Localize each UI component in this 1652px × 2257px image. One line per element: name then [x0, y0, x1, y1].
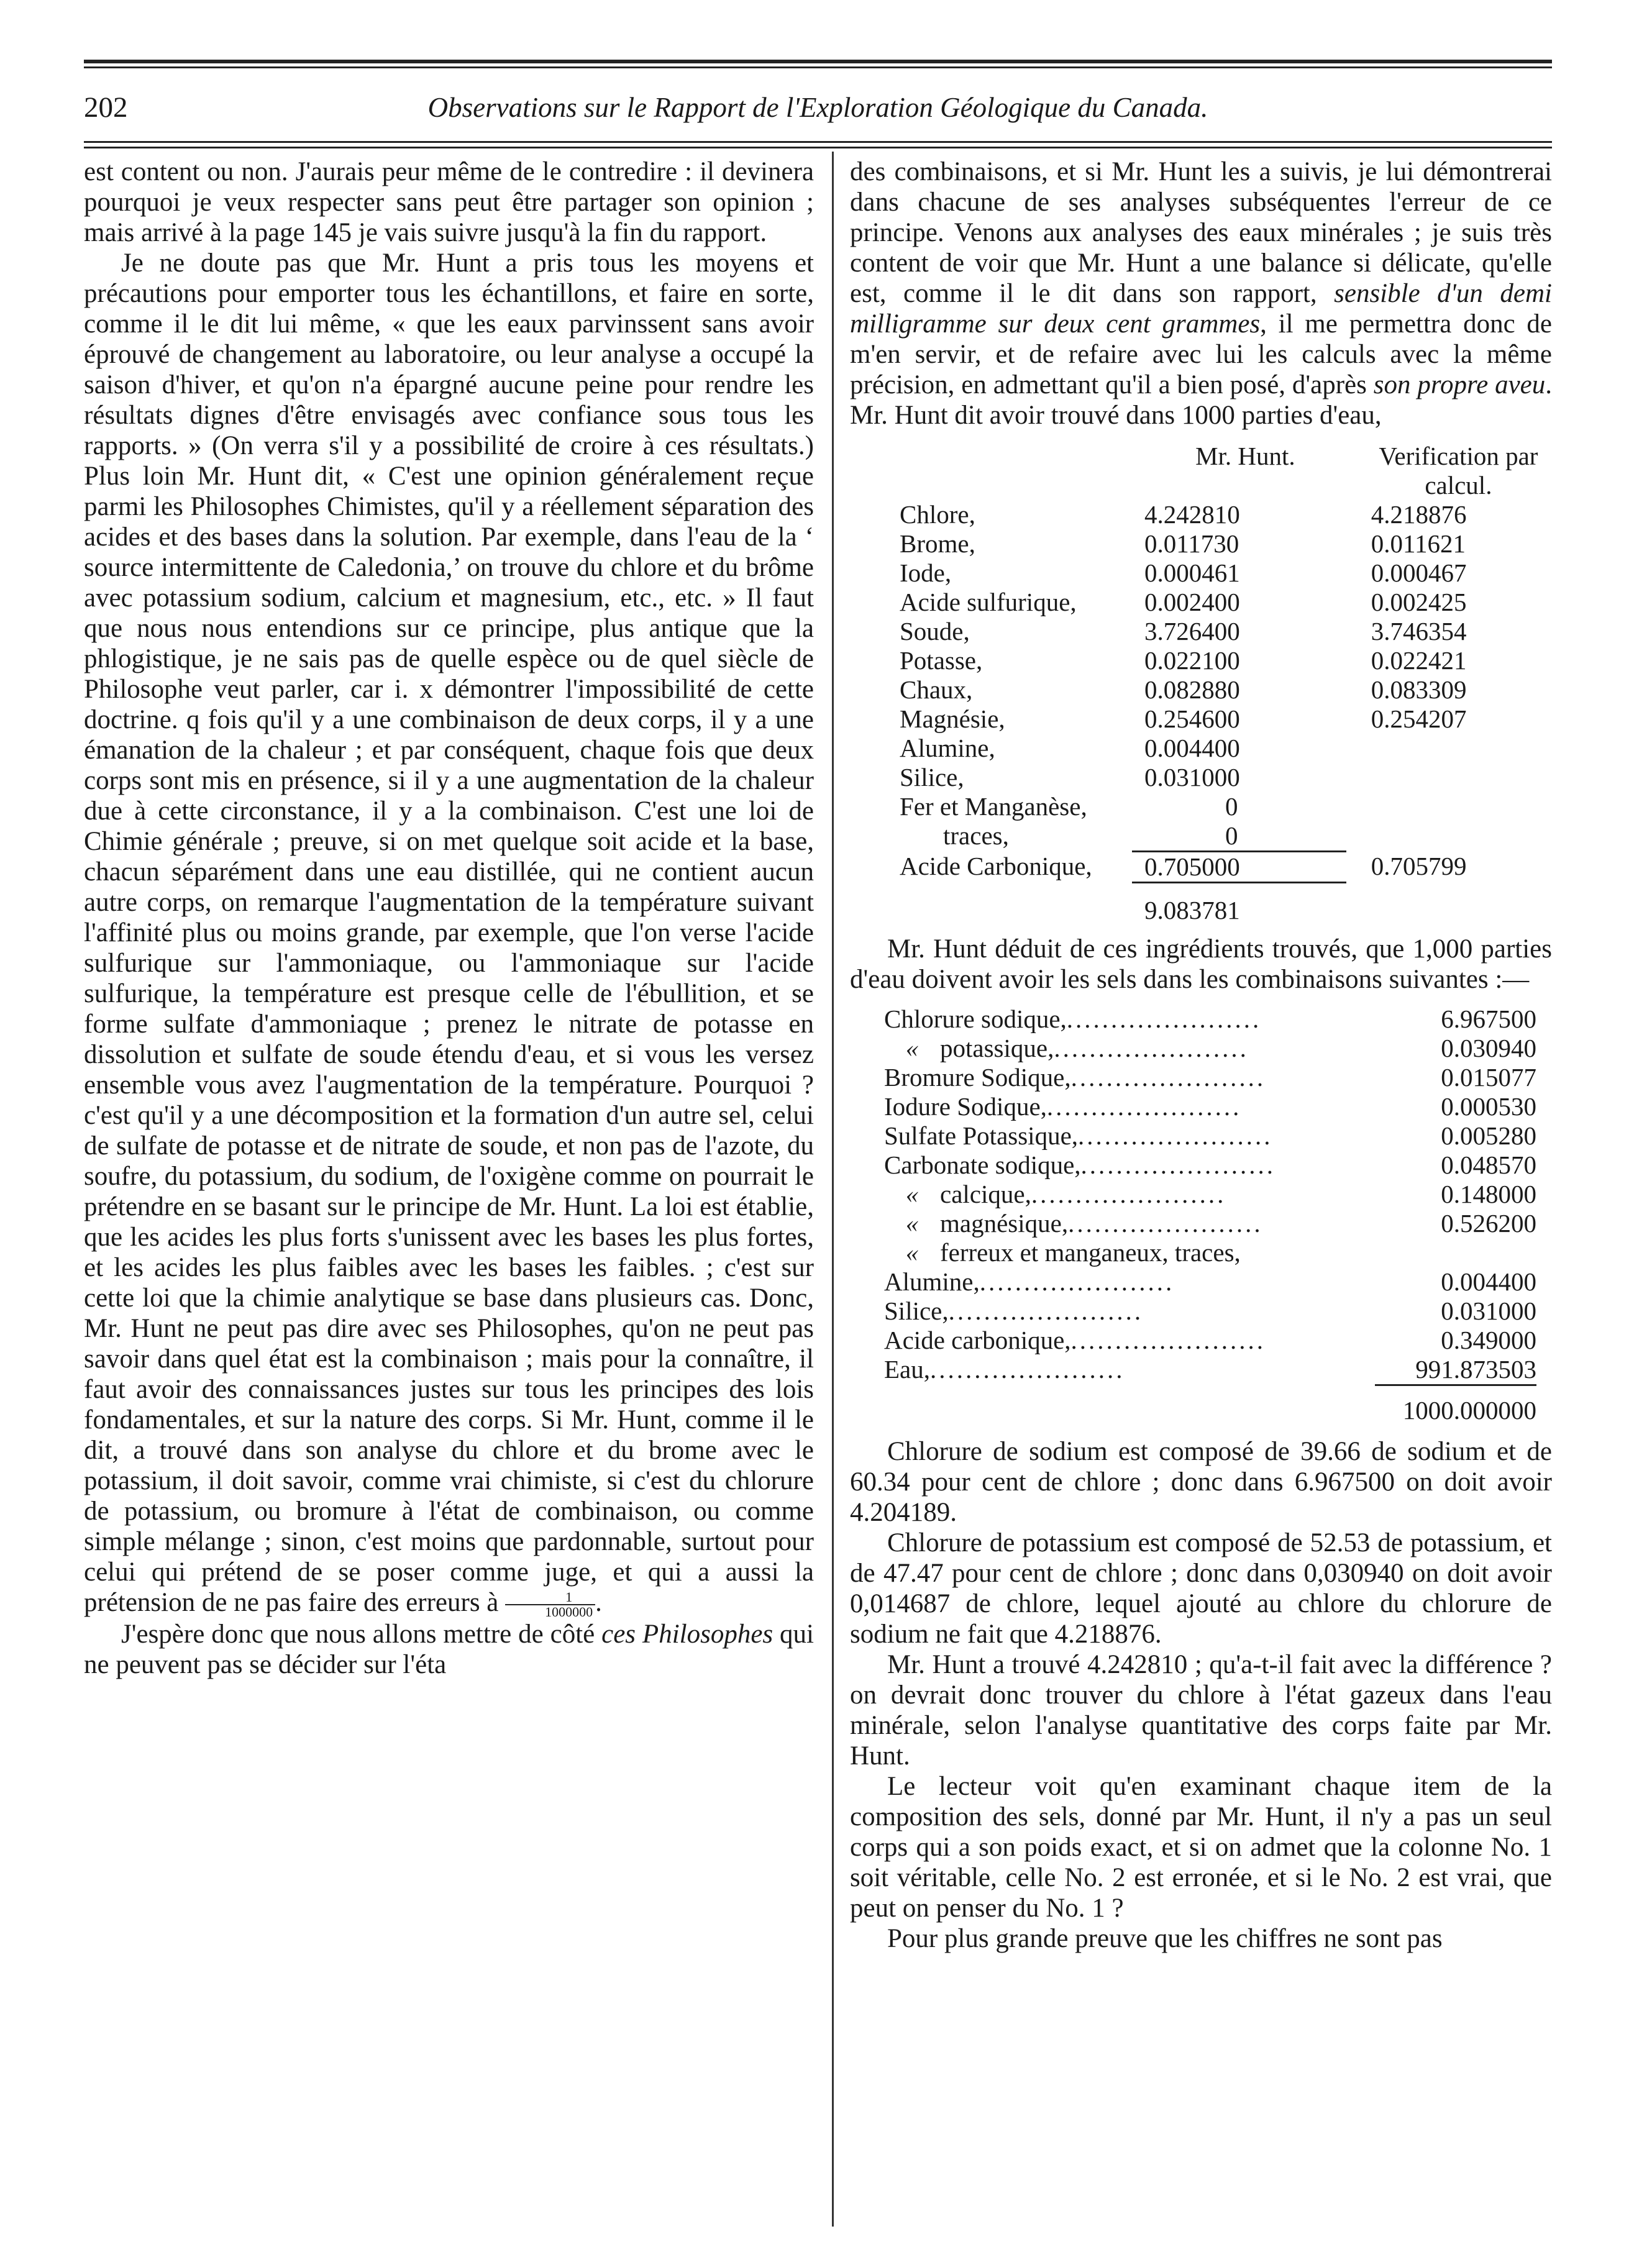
- ditto-mark: «: [905, 1180, 919, 1208]
- paragraph: Mr. Hunt déduit de ces ingrédients trouvés, que 1,000 parties d'eau doivent avoir les sels dans les combinaisons suivantes :—: [850, 934, 1552, 994]
- paragraph-text: qui ne peuvent pas se décider sur l'éta: [84, 1620, 814, 1680]
- salts-table: [884, 1005, 1536, 1425]
- leader-dots: ......................: [1031, 1180, 1226, 1208]
- verification-value: [1346, 763, 1546, 792]
- salt-name: Chlorure sodique,: [884, 1005, 1067, 1033]
- table-row: [900, 500, 1546, 529]
- element-name: Magnésie,: [900, 704, 1005, 733]
- verification-value: 0.254207: [1371, 704, 1467, 733]
- ditto-mark: «: [905, 1238, 919, 1267]
- verification-value: 4.218876: [1371, 500, 1467, 529]
- table-header-hunt: Mr. Hunt.: [1195, 442, 1295, 470]
- salt-value: 0.015077: [1441, 1063, 1536, 1092]
- element-name: Acide Carbonique,: [900, 851, 1092, 880]
- paragraph: Chlorure de potassium est composé de 52.53 de potassium, et de 47.47 pour cent de chlore ; donc dans 0,030940 on doit avoir 0,014687 de chlore, lequel ajouté au chlore du chlorure de sodium ne fait que 4.218876.: [850, 1528, 1552, 1649]
- element-name: Silice,: [900, 763, 964, 791]
- element-name: Brome,: [900, 529, 975, 558]
- leader-dots: ......................: [1054, 1034, 1249, 1062]
- column-divider: [832, 152, 834, 2227]
- hunt-value: 0.705000: [1132, 852, 1346, 883]
- leader-dots: ......................: [1078, 1121, 1273, 1150]
- element-name: Potasse,: [900, 646, 983, 675]
- table-row: [900, 646, 1546, 675]
- table-row: [900, 821, 1546, 852]
- hunt-value: 0.002400: [1144, 588, 1240, 616]
- salt-label: [884, 1297, 1375, 1326]
- salt-name: Carbonate sodique,: [884, 1151, 1081, 1179]
- salt-label: [884, 1180, 1375, 1209]
- hunt-value: 0: [1225, 821, 1238, 850]
- leader-dots: ......................: [1046, 1092, 1242, 1121]
- hunt-value: 0.254600: [1144, 704, 1240, 733]
- hunt-value: 0.031000: [1144, 763, 1240, 791]
- verification-value: [1346, 734, 1546, 763]
- salt-name: Silice,: [884, 1297, 949, 1325]
- salt-name: Sulfate Potassique,: [884, 1121, 1079, 1150]
- verification-value: [1346, 792, 1546, 821]
- hunt-value: 3.726400: [1144, 617, 1240, 645]
- table-row: [884, 1092, 1536, 1121]
- table-row: [900, 617, 1546, 646]
- salt-name: ferreux et manganeux, traces,: [940, 1238, 1241, 1267]
- table-row: [884, 1151, 1536, 1180]
- table-header-empty: [900, 442, 1132, 500]
- verification-total-empty: [1346, 883, 1546, 926]
- fraction-denominator: 1000000: [545, 1604, 593, 1620]
- analysis-table: [900, 442, 1546, 925]
- paragraph-text: , il me permettra donc de m'en servir, et de refaire avec lui les calculs avec la même précision, en admettant qu'il a bien posé, d'après: [850, 309, 1552, 399]
- table-row: [884, 1238, 1536, 1267]
- paragraph: Le lecteur voit qu'en examinant chaque item de la composition des sels, donné par Mr. Hunt, il n'y a pas un seul corps qui a son poids exact, et si on admet que la colonne No. 1 soit véritable, celle No. 2 est erronée, et si le No. 2 est vrai, que peut on penser du No. 1 ?: [850, 1772, 1552, 1923]
- verification-value: 0.022421: [1371, 646, 1467, 675]
- salt-value: 0.030940: [1441, 1034, 1536, 1062]
- verification-value: 0.705799: [1371, 851, 1467, 880]
- paragraph: Pour plus grande preuve que les chiffres ne sont pas: [887, 1924, 1443, 1953]
- salt-label: [884, 1063, 1375, 1092]
- table-row: [884, 1355, 1536, 1385]
- element-name: Alumine,: [900, 734, 995, 762]
- salt-label: [884, 1092, 1375, 1121]
- table-row: [884, 1034, 1536, 1063]
- hunt-value: 4.242810: [1144, 500, 1240, 529]
- salt-label: [884, 1209, 1375, 1238]
- hunt-value: 0.004400: [1144, 734, 1240, 762]
- hunt-value: 0.022100: [1144, 646, 1240, 675]
- ditto-mark: «: [905, 1034, 919, 1062]
- element-name: Chlore,: [900, 500, 975, 529]
- salt-name: potassique,: [940, 1034, 1054, 1062]
- table-row: [884, 1121, 1536, 1151]
- header-rule: [84, 141, 1552, 148]
- table-row: [884, 1005, 1536, 1034]
- running-title: Observations sur le Rapport de l'Exploration Géologique du Canada.: [427, 92, 1208, 123]
- salts-total: 1000.000000: [1375, 1385, 1536, 1426]
- total-label-empty: [884, 1385, 1375, 1426]
- italic-text: ces Philosophes: [601, 1620, 774, 1649]
- salt-value: 0.526200: [1441, 1209, 1536, 1238]
- italic-text: sensible d'un demi milligramme sur deux cent grammes: [850, 279, 1552, 339]
- table-row: [900, 852, 1546, 883]
- table-row: [900, 675, 1546, 704]
- salt-value: 0.148000: [1441, 1180, 1536, 1208]
- table-total-row: [900, 883, 1546, 926]
- salt-label: [884, 1151, 1375, 1180]
- salt-value: 0.000530: [1441, 1092, 1536, 1121]
- paragraph: Je ne doute pas que Mr. Hunt a pris tous les moyens et précautions pour emporter tous les échantillons, et faire en sorte, comme il le dit lui même, « que les eaux parvinssent sans avoir éprouvé de changement au laboratoire, ou leur analyse a occupé la saison d'hiver, et qu'on n'a épargné aucune peine pour rendre les résultats dignes d'être envisagés avec confiance sous tous les rapports. » (On verra s'il y a possibilité de croire à ces résultats.) Plus loin Mr. Hunt dit, « C'est une opinion généralement reçue parmi les Philosophes Chimistes, qu'il y a réellement séparation des acides et des bases dans la solution. Par exemple, dans l'eau de la ‘ source intermittente de Caledonia,’ on trouve du chlore et du brôme avec potassium sodium, calcium et magnesium, etc., etc. » Il faut que nous nous entendions sur ce principe, plus antique que la phlogistique, je ne sais pas de quelle espèce ou de quel siècle de Philosophe veut parler, car i. x démontrer l'impossibilité de cette doctrine. q fois qu'il y a une combinaison de deux corps, il y a une émanation de la chaleur ; et par conséquent, chaque fois que deux corps sont mis en présence, si il y a une augmentation de la chaleur due à cette circonstance, il y a la combinaison. C'est une loi de Chimie générale ; preuve, si on met quelque soit acide et la base, chacun séparément dans une eau distillée, qui ne contient aucun autre corps, on remarque l'augmentation de la température suivant l'affinité plus ou moins grande, par exemple, que l'on verse l'acide sulfurique sur l'ammoniaque, ou l'ammoniaque sur l'acide sulfurique, la température est presque celle de l'ébullition, et se forme sulfate d'ammoniaque ; prenez le nitrate de potasse en dissolution et sulfate de soude étendu d'eau, et si vous les versez ensemble vous avez l'augmentation de la température. Pourquoi ? c'est qu'il y a une décomposition et la formation d'un autre sel, celui de sulfate de potasse et de nitrate de soude, et non pas de l'azote, du soufre, du potassium, du sodium, de l'oxigène comme on pourrait le prétendre en se basant sur le principe de Mr. Hunt. La loi est établie, que les acides les plus forts s'unissent avec les bases les plus fortes, et les acides les plus faibles avec les bases les faibles. ; c'est sur cette loi que la chimie analytique se base dans plusieurs cas. Donc, Mr. Hunt ne peut pas dire avec ses Philosophes, qu'on ne peut pas savoir dans quel état est la combinaison ; mais pour la connaître, il faut avoir des connaissances justes sur tous les principes des lois fondamentales, et sur la nature des corps. Si Mr. Hunt, comme il le dit, a trouvé dans son analyse du chlore et du brome avec le potassium, il doit savoir, comme vrai chimiste, si c'est du chlorure de potassium, ou bromure à l'état de combinaison, ou comme simple mélange ; sinon, c'est moins que pardonnable, surtout pour celui qui prétend de se poser comme juge, et qui a aussi la prétension de ne pas faire des erreurs à $\frac{1}{1000000}$ .: [84, 248, 814, 1620]
- salt-name: magnésique,: [940, 1209, 1069, 1238]
- hunt-value: 0: [1225, 792, 1238, 821]
- table-row: [900, 734, 1546, 763]
- salt-label: [884, 1034, 1375, 1063]
- verification-value: 0.000467: [1371, 559, 1467, 587]
- element-name: Iode,: [900, 559, 952, 587]
- leader-dots: ......................: [948, 1297, 1144, 1325]
- table-row: [900, 763, 1546, 792]
- page-number: 202: [84, 91, 128, 124]
- paragraph-text: Je ne doute pas que Mr. Hunt a pris tous les moyens et précautions pour emporter tous les échantillons, et faire en sorte, comme il le dit lui même, « que les eaux parvinssent sans avoir éprouvé de changement au laboratoire, ou leur analyse a occupé la saison d'hiver, et qu'on n'a épargné aucune peine pour rendre les résultats dignes d'être envisagés avec confiance sous tous les rapports. » (On verra s'il y a possibilité de croire à ces résultats.) Plus loin Mr. Hunt dit, « C'est une opinion généralement reçue parmi les Philosophes Chimistes, qu'il y a réellement séparation des acides et des bases dans la solution. Par exemple, dans l'eau de la ‘ source intermittente de Caledonia,’ on trouve du chlore et du brôme avec potassium sodium, calcium et magnesium, etc., etc. » Il faut que nous nous entendions sur ce principe, plus antique que la phlogistique, je ne sais pas de quelle espèce ou de quel siècle de Philosophe veut parler, car i. x démontrer l'impossibilité de cette doctrine. q fois qu'il y a une combinaison de deux corps, il y a une émanation de la chaleur ; et par conséquent, chaque fois que deux corps sont mis en présence, si il y a une augmentation de la chaleur due à cette circonstance, il y a la combinaison. C'est une loi de Chimie générale ; preuve, si on met quelque soit acide et la base, chacun séparément dans une eau distillée, qui ne contient aucun autre corps, on remarque l'augmentation de la température suivant l'affinité plus ou moins grande, par exemple, que l'on verse l'acide sulfurique sur l'ammoniaque, ou l'ammoniaque sur l'acide sulfurique, la température est presque celle de l'ébullition, et se forme sulfate d'ammoniaque ; prenez le nitrate de potasse en dissolution et sulfate de soude étendu d'eau, et si vous les versez ensemble vous avez l'augmentation de la température. Pourquoi ? c'est qu'il y a une décomposition et la formation d'un autre sel, celui de sulfate de potasse et de nitrate de soude, et non pas de l'azote, du soufre, du potassium, du sodium, de l'oxigène comme on pourrait le prétendre en se basant sur le principe de Mr. Hunt. La loi est établie, que les acides les plus forts s'unissent avec les bases les plus fortes, et les acides les plus faibles avec les bases les faibles. ; c'est sur cette loi que la chimie analytique se base dans plusieurs cas. Donc, Mr. Hunt ne peut pas dire avec ses Philosophes, qu'on ne peut pas savoir dans quel état est la combinaison ; mais pour la connaître, il faut avoir des connaissances justes sur tous les principes des lois fondamentales, et sur la nature des corps. Si Mr. Hunt, comme il le dit, a trouvé dans son analyse du chlore et du brome avec le potassium, il doit savoir, comme vrai chimiste, si c'est du chlorure de potassium, ou bromure à l'état de combinaison, ou comme simple mélange ; sinon, c'est moins que pardonnable, surtout pour celui qui prétend de se poser comme juge, et qui a aussi la prétension de ne pas faire des erreurs à: [84, 248, 814, 1617]
- hunt-value: 0.082880: [1144, 675, 1240, 704]
- salt-value: 0.048570: [1441, 1151, 1536, 1179]
- paragraph: [84, 1619, 814, 1680]
- table-header-row: [900, 442, 1546, 500]
- salt-name: Eau,: [884, 1355, 930, 1384]
- salt-value: 0.005280: [1441, 1121, 1536, 1150]
- element-name: Fer et Manganèse,: [900, 792, 1087, 821]
- table-row: [884, 1326, 1536, 1355]
- salt-value: 0.031000: [1441, 1297, 1536, 1325]
- verification-value: 3.746354: [1371, 617, 1467, 645]
- table-row: [884, 1209, 1536, 1238]
- verification-value: 0.002425: [1371, 588, 1467, 616]
- hunt-value: 0.000461: [1144, 559, 1240, 587]
- table-row: [884, 1180, 1536, 1209]
- table-row: [900, 792, 1546, 821]
- salt-name: Iodure Sodique,: [884, 1092, 1047, 1121]
- salt-label: [884, 1267, 1375, 1297]
- leader-dots: ......................: [1066, 1005, 1262, 1033]
- table-row: [884, 1297, 1536, 1326]
- right-column: [850, 157, 1552, 1954]
- paragraph-text: des combinaisons, et si Mr. Hunt les a suivis, je lui démontrerai dans chacune de ses analyses subséquentes l'erreur de ce principe. Venons aux analyses des eaux minérales ; je suis très content de voir que Mr. Hunt a une balance si délicate, qu'elle est, comme il le dit dans son rapport,: [850, 157, 1552, 308]
- table-row: [900, 588, 1546, 617]
- salt-name: Alumine,: [884, 1267, 980, 1296]
- page-header: [84, 83, 1552, 132]
- verification-value: 0.011621: [1371, 529, 1466, 558]
- table-row: [884, 1267, 1536, 1297]
- paragraph-text: . Mr. Hunt dit avoir trouvé dans 1000 parties d'eau,: [850, 370, 1552, 430]
- total-label-empty: [900, 883, 1132, 926]
- hunt-value: 0.011730: [1144, 529, 1239, 558]
- salt-label: [884, 1355, 1375, 1385]
- leader-dots: ......................: [1068, 1209, 1263, 1238]
- element-name: traces,: [943, 821, 1009, 850]
- element-name: Soude,: [900, 617, 970, 645]
- salt-value: 0.004400: [1441, 1267, 1536, 1296]
- table-row: [900, 559, 1546, 588]
- paragraph: est content ou non. J'aurais peur même de le contredire : il devinera pourquoi je veux respecter sans peut être partager son opinion ; mais arrivé à la page 145 je vais suivre jusqu'à la fin du rapport.: [84, 157, 814, 247]
- paragraph-text: J'espère donc que nous allons mettre de côté: [121, 1620, 602, 1649]
- salt-name: Bromure Sodique,: [884, 1063, 1071, 1092]
- table-row: [900, 704, 1546, 734]
- leader-dots: ......................: [979, 1267, 1175, 1296]
- salt-name: calcique,: [940, 1180, 1031, 1208]
- left-column: [84, 157, 814, 1680]
- salt-label: [884, 1005, 1375, 1034]
- leader-dots: ......................: [1070, 1326, 1266, 1354]
- table-header-verification: Verification par calcul.: [1379, 442, 1538, 499]
- fraction-numerator: 1: [505, 1590, 595, 1605]
- leader-dots: ......................: [1070, 1063, 1266, 1092]
- leader-dots: ......................: [930, 1355, 1125, 1384]
- italic-text: son propre aveu: [1373, 370, 1546, 399]
- paragraph: Mr. Hunt a trouvé 4.242810 ; qu'a-t-il fait avec la différence ? on devrait donc trouver du chlore à l'état gazeux dans l'eau minérale, selon l'analyse quantitative des corps faite par Mr. Hunt.: [850, 1650, 1552, 1771]
- salt-value: 0.349000: [1441, 1326, 1536, 1354]
- table-row: [884, 1063, 1536, 1092]
- paragraph: [850, 157, 1552, 431]
- table-row: [900, 529, 1546, 559]
- salt-value: 6.967500: [1441, 1005, 1536, 1033]
- salt-value: [1375, 1238, 1536, 1267]
- salt-label: [884, 1121, 1375, 1151]
- salt-name: Acide carbonique,: [884, 1326, 1071, 1354]
- table-total-row: [884, 1385, 1536, 1426]
- top-double-rule: [84, 60, 1552, 68]
- verification-value: [1346, 821, 1546, 852]
- salt-value: 991.873503: [1415, 1355, 1536, 1384]
- hunt-total: 9.083781: [1132, 883, 1346, 926]
- salt-label: [884, 1326, 1375, 1355]
- paragraph: Chlorure de sodium est composé de 39.66 de sodium et de 60.34 pour cent de chlore ; donc dans 6.967500 on doit avoir 4.204189.: [850, 1437, 1552, 1527]
- element-name: Chaux,: [900, 675, 973, 704]
- leader-dots: ......................: [1080, 1151, 1276, 1179]
- verification-value: 0.083309: [1371, 675, 1467, 704]
- ditto-mark: «: [905, 1209, 919, 1238]
- fraction: [505, 1590, 595, 1619]
- element-name: Acide sulfurique,: [900, 588, 1077, 616]
- salt-label: [884, 1238, 1375, 1267]
